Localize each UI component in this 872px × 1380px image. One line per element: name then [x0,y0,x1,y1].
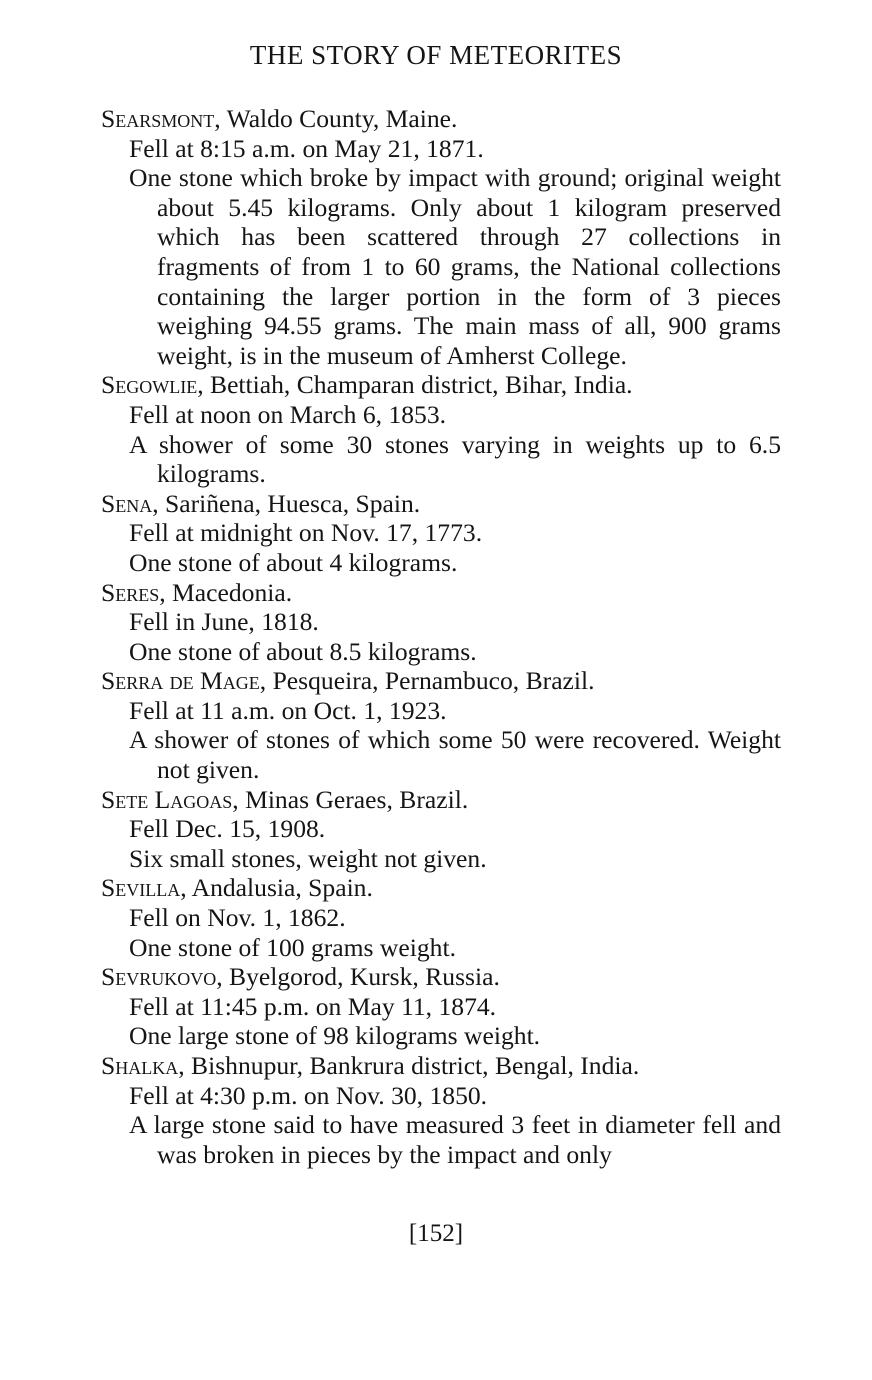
entry-heading [101,1051,781,1081]
entry-description: One stone of about 8.5 kilograms. [129,636,477,666]
entry-searsmont [101,104,781,370]
entry-location: , Byelgorod, Kursk, Russia. [216,962,500,992]
entry-segowlie [101,370,781,488]
entry-location: , Minas Geraes, Brazil. [232,784,469,814]
page-header: THE STORY OF METEORITES [249,40,623,70]
entry-name: Sete Lagoas [101,784,233,814]
entry-fall-date: Fell Dec. 15, 1908. [129,814,326,844]
entry-name: Sevrukovo [101,962,217,992]
entry-name: Seres [101,577,160,607]
entry-name: Shalka [101,1051,179,1080]
page-number: [152] [408,1220,464,1247]
entry-description: A shower of some 30 stones varying in weights up to 6.5 kilograms. [129,429,781,489]
entry-name: Sevilla [101,873,181,903]
entry-sevilla [101,873,781,962]
entry-location: , Waldo County, Maine. [214,104,458,133]
entry-heading [101,666,781,696]
entry-fall-date: Fell at 4:30 p.m. on Nov. 30, 1850. [129,1080,488,1110]
entry-description: One stone of 100 grams weight. [129,932,456,962]
entry-fall-date: Fell at 11 a.m. on Oct. 1, 1923. [129,695,447,725]
entry-name: Sena [101,488,153,518]
entry-heading [101,873,781,903]
entry-description: One stone of about 4 kilograms. [129,547,458,577]
entry-description: A large stone said to have measured 3 feet in diameter fell and was broken in pieces by the impact and only [129,1110,781,1169]
entry-description: A shower of stones of which some 50 were recovered. Weight not given. [129,725,781,785]
entry-heading [101,578,781,608]
entry-heading [101,962,781,992]
entry-description: One large stone of 98 kilograms weight. [129,1021,541,1051]
entry-location: , Sariñena, Huesca, Spain. [152,488,421,518]
entry-sete-lagoas [101,785,781,874]
entry-fall-date: Fell at 8:15 a.m. on May 21, 1871. [129,133,484,163]
entry-description: One stone which broke by impact with ground; original weight about 5.45 kilograms. Only about 1 kilogram preserved which has been scattered through 27 collections in fragments of from 1 to 60 grams, the National collections containing the larger portion in the form of 3 pieces weighing 94.55 grams. The main mass of all, 900 grams weight, is in the museum of Amherst College. [129,163,781,370]
entry-fall-date: Fell on Nov. 1, 1862. [129,903,346,933]
entry-location: , Bishnupur, Bankrura district, Bengal, India. [178,1051,640,1080]
entry-seres [101,578,781,667]
entry-location: , Macedonia. [159,577,293,607]
entry-heading [101,785,781,815]
entry-heading [101,489,781,519]
entry-location: , Pesqueira, Pernambuco, Brazil. [259,666,595,696]
entry-fall-date: Fell in June, 1818. [129,607,319,637]
meteorite-entries [101,104,781,1169]
entry-shalka [101,1051,781,1169]
entry-name: Searsmont [101,104,215,133]
entry-name: Segowlie [101,370,198,400]
entry-sevrukovo [101,962,781,1051]
entry-location: , Bettiah, Champaran district, Bihar, India. [197,370,633,400]
entry-fall-date: Fell at 11:45 p.m. on May 11, 1874. [129,991,497,1021]
entry-heading [101,370,781,400]
entry-sena [101,489,781,578]
entry-fall-date: Fell at noon on March 6, 1853. [129,399,447,429]
entry-serra-de-mage [101,666,781,784]
entry-description: Six small stones, weight not given. [129,843,487,873]
entry-heading [101,104,781,134]
entry-location: , Andalusia, Spain. [180,873,373,903]
entry-fall-date: Fell at midnight on Nov. 17, 1773. [129,518,483,548]
entry-name: Serra de Mage [101,666,260,696]
